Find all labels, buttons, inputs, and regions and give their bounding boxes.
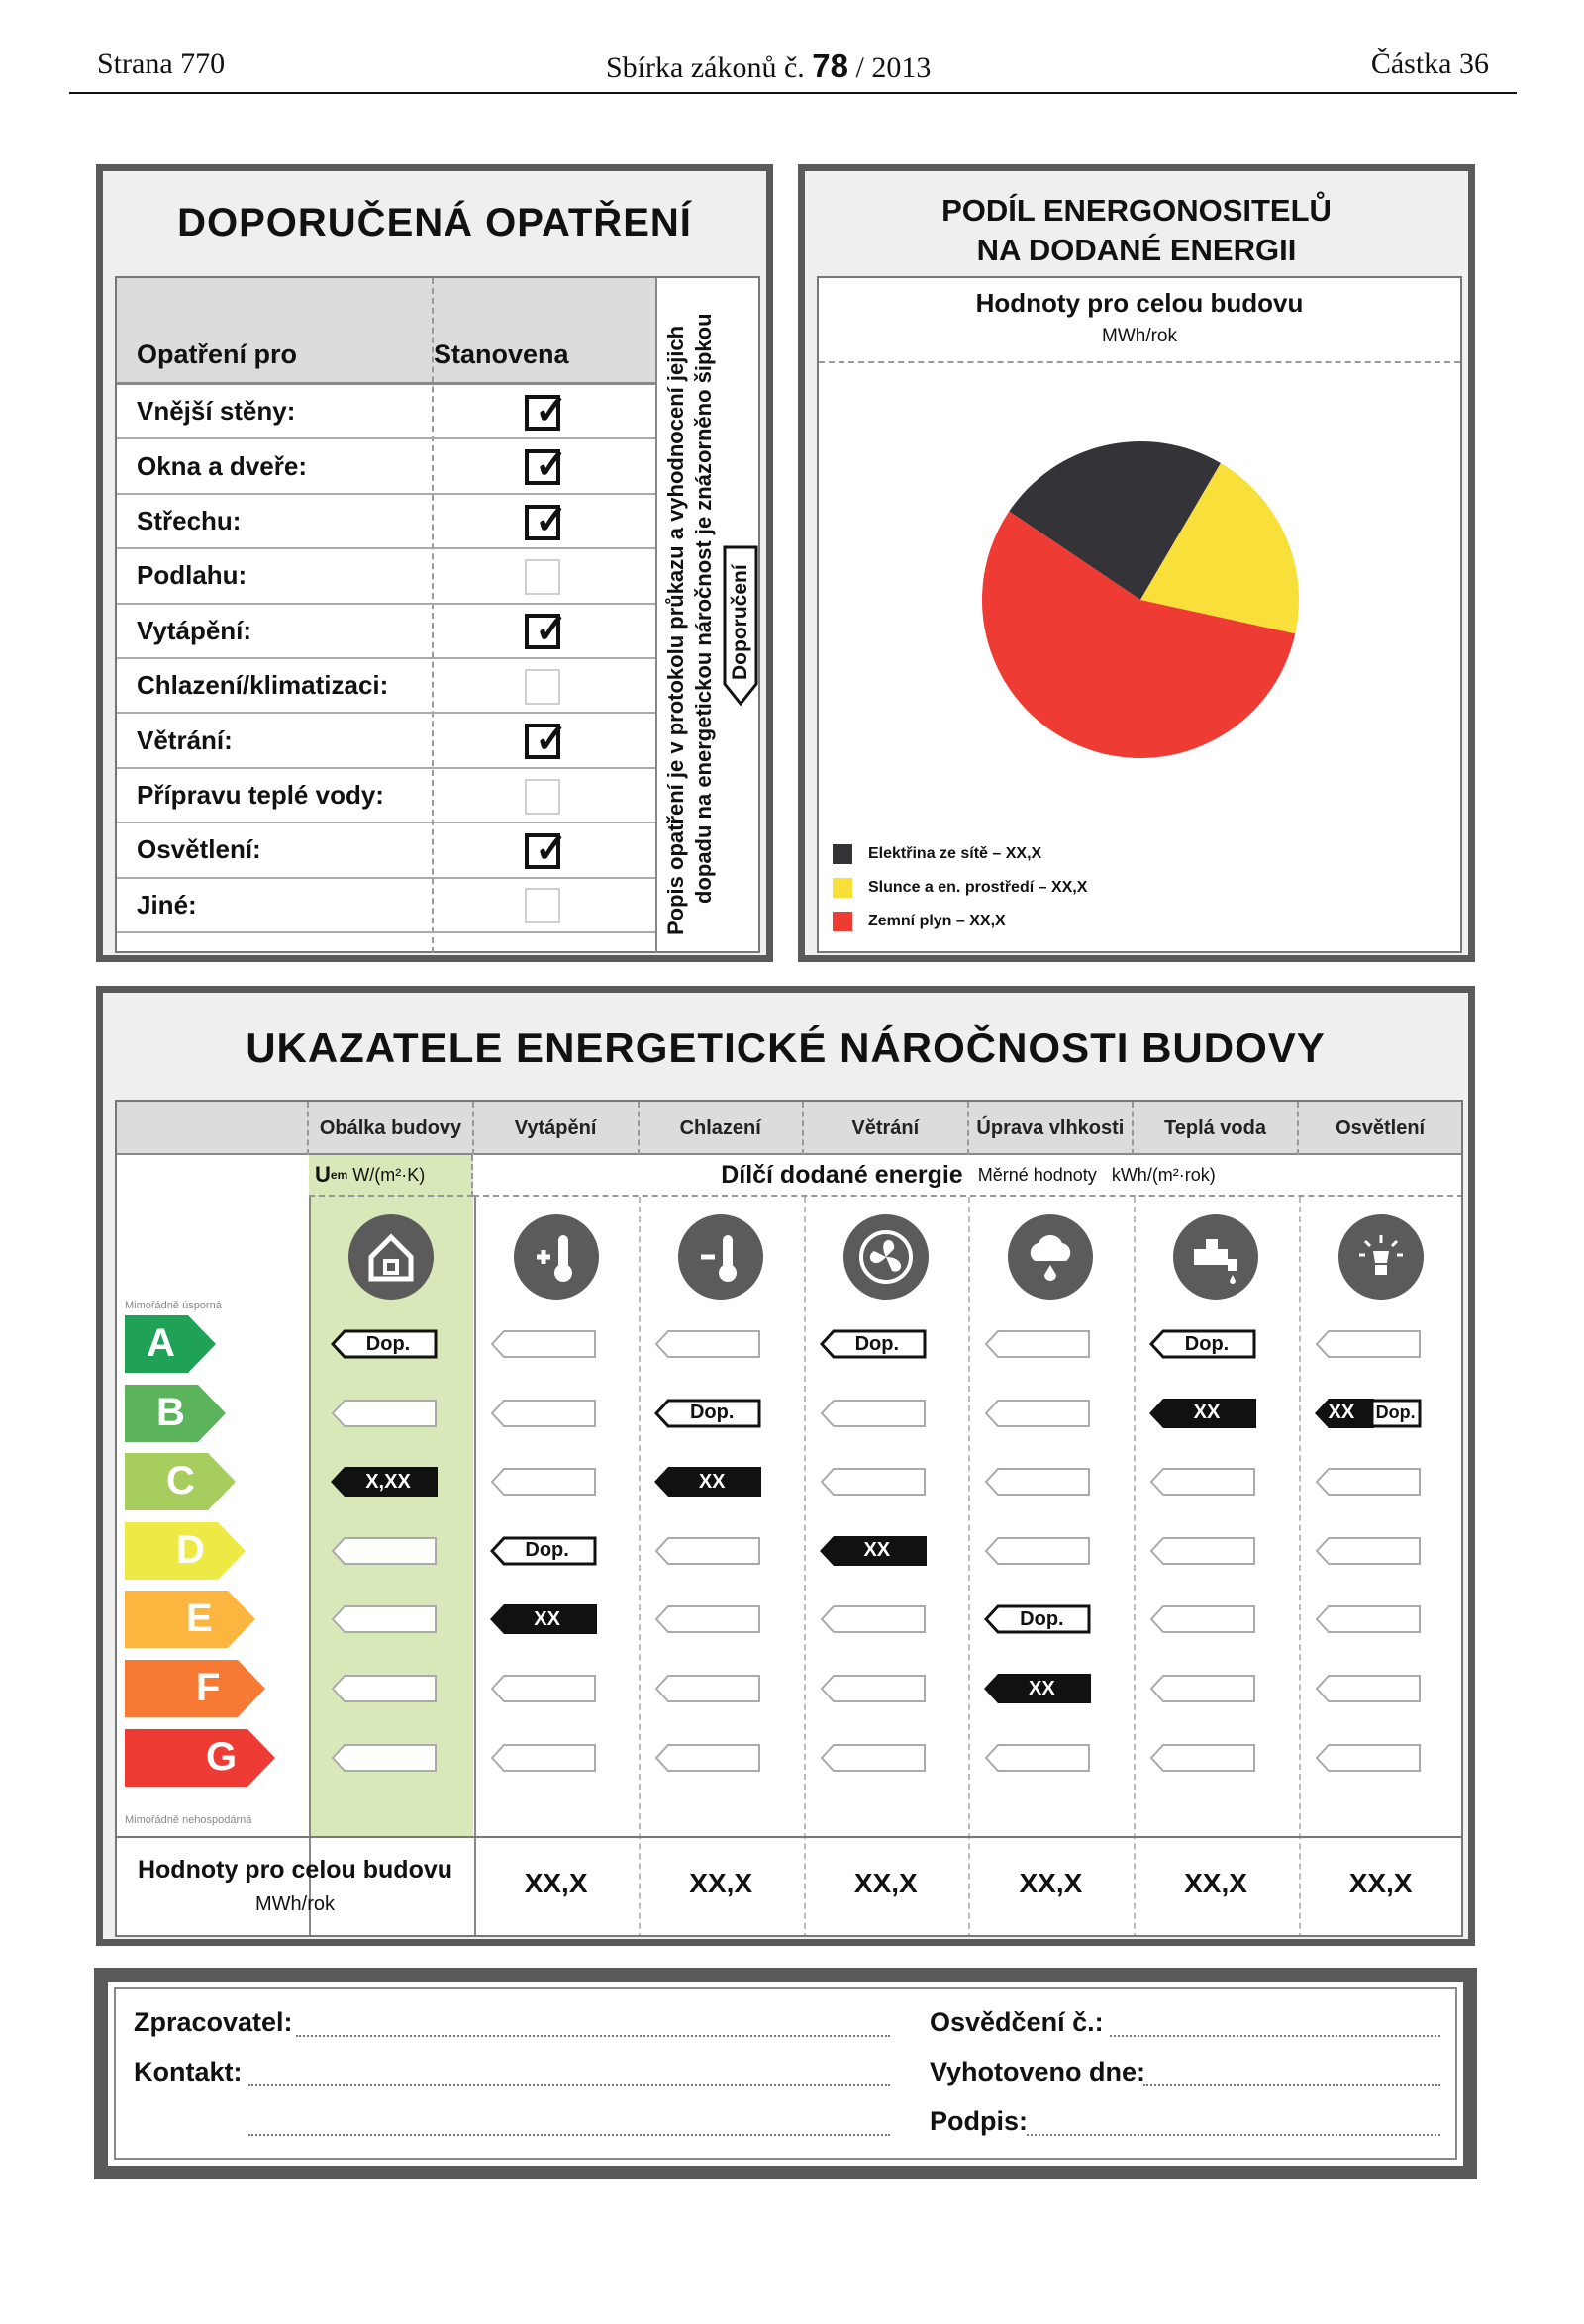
legend-label: Zemní plyn – XX,X — [868, 913, 1006, 929]
empty-indicator-slot — [984, 1467, 1091, 1497]
energy-share-panel — [798, 164, 1475, 962]
part-number: Částka 36 — [1370, 48, 1489, 80]
measure-checkbox[interactable] — [525, 718, 568, 762]
column-divider — [639, 1197, 641, 1937]
col-established: Stanovena — [434, 339, 569, 369]
colhead: Vytápění — [474, 1102, 640, 1155]
energy-class-a — [125, 1315, 216, 1373]
column-divider — [1299, 1197, 1301, 1937]
energy-class-letter: A — [147, 1321, 175, 1365]
empty-indicator-slot — [1149, 1536, 1256, 1566]
measure-row — [117, 549, 655, 604]
total-value: XX,X — [1348, 1868, 1413, 1898]
measure-row — [117, 823, 655, 878]
measure-row — [117, 714, 655, 768]
measures-note-line-1: Popis opatření je v protokolu průkazu a vyhodnocení jejich — [663, 325, 688, 935]
empty-indicator-slot — [331, 1604, 438, 1634]
recommended-indicator — [654, 1399, 761, 1428]
check-icon: ✓ — [535, 443, 568, 488]
indicator-value: X,XX — [365, 1470, 411, 1493]
energy-class-letter: B — [156, 1390, 185, 1434]
house-icon — [348, 1214, 434, 1300]
empty-indicator-slot — [654, 1604, 761, 1634]
empty-indicator-slot — [984, 1536, 1091, 1566]
indicator-value: Dop. — [525, 1539, 569, 1562]
empty-indicator-slot — [490, 1329, 597, 1359]
signature-label: Podpis: — [930, 2106, 1028, 2136]
column-divider — [968, 1197, 970, 1937]
issued-label: Vyhotoveno dne: — [930, 2057, 1146, 2086]
measure-label: Vytápění: — [137, 615, 252, 645]
measure-checkbox[interactable] — [525, 498, 568, 542]
legend-label: Slunce a en. prostředí – XX,X — [868, 879, 1088, 896]
current-indicator — [331, 1467, 438, 1497]
scale-bottom-label: Mimořádně nehospodárná — [125, 1814, 252, 1826]
measure-label: Vnější stěny: — [137, 396, 296, 427]
empty-indicator-slot — [1149, 1467, 1256, 1497]
empty-indicator-slot — [490, 1399, 597, 1428]
total-value: XX,X — [689, 1868, 753, 1898]
contact-label: Kontakt: — [134, 2057, 243, 2086]
measure-checkbox[interactable] — [525, 388, 568, 433]
measure-label: Okna a dveře: — [137, 450, 307, 481]
measure-label: Chlazení/klimatizaci: — [137, 670, 389, 701]
energy-class-f — [125, 1660, 265, 1717]
energy-class-c — [125, 1453, 236, 1510]
contact-field[interactable] — [248, 2084, 890, 2086]
energy-class-letter: G — [206, 1734, 238, 1779]
total-value: XX,X — [524, 1868, 588, 1898]
recommended-indicator — [490, 1536, 597, 1566]
legend-swatch — [833, 912, 852, 931]
empty-indicator-slot — [1315, 1743, 1422, 1773]
empty-indicator-slot — [1149, 1743, 1256, 1773]
col-measure-for: Opatření pro — [137, 339, 298, 369]
empty-indicator-slot — [984, 1743, 1091, 1773]
indicator-value: Dop. — [1184, 1332, 1230, 1355]
empty-indicator-slot — [490, 1743, 597, 1773]
indicators-table — [115, 1100, 1463, 1937]
certificate-field[interactable] — [1110, 2035, 1440, 2037]
energy-class-letter: D — [176, 1527, 205, 1572]
note-divider — [655, 278, 657, 953]
measure-row — [117, 605, 655, 659]
thermometer-plus-icon — [514, 1214, 599, 1300]
processor-label: Zpracovatel: — [134, 2007, 293, 2037]
colhead: Chlazení — [639, 1102, 804, 1155]
totals-unit: MWh/rok — [255, 1893, 335, 1915]
check-icon: ✓ — [535, 498, 568, 542]
indicator-value: XX — [1029, 1677, 1055, 1699]
indicator-value: Dop. — [1020, 1607, 1064, 1630]
check-icon: ✓ — [535, 388, 568, 433]
contact-field-2[interactable] — [248, 2134, 890, 2136]
empty-indicator-slot — [331, 1743, 438, 1773]
colhead: Obálka budovy — [309, 1102, 474, 1155]
empty-indicator-slot — [1315, 1536, 1422, 1566]
legend-swatch — [833, 844, 852, 864]
recommendation-arrow-label: Doporučení — [729, 564, 751, 680]
check-icon: ✓ — [535, 718, 568, 762]
empty-indicator-slot — [1149, 1674, 1256, 1703]
colhead: Úprava vlhkosti — [968, 1102, 1134, 1155]
empty-indicator-slot — [984, 1399, 1091, 1428]
legend-label: Elektřina ze sítě – XX,X — [868, 845, 1042, 862]
empty-indicator-slot — [820, 1467, 927, 1497]
current-indicator — [654, 1467, 761, 1497]
current-indicator — [820, 1536, 927, 1566]
measure-row — [117, 659, 655, 714]
measure-label: Podlahu: — [137, 560, 248, 591]
column-divider — [309, 1197, 311, 1937]
energy-class-g — [125, 1729, 275, 1787]
measure-row — [117, 439, 655, 494]
energy-class-letter: F — [196, 1666, 221, 1709]
current-indicator — [1149, 1399, 1256, 1428]
signature-field[interactable] — [1027, 2134, 1440, 2136]
share-title: PODÍL ENERGONOSITELŮ NA DODANÉ ENERGII — [941, 193, 1332, 267]
measure-checkbox[interactable] — [525, 669, 560, 705]
legend-swatch — [833, 878, 852, 898]
share-chart-box — [817, 276, 1462, 953]
legend-item — [833, 912, 1006, 931]
share-unit: MWh/rok — [1102, 326, 1177, 346]
indicator-value: XX — [534, 1607, 560, 1630]
check-icon: ✓ — [535, 826, 568, 871]
indicator-value: XX — [863, 1539, 891, 1562]
uem-label: U em W/(m²·K) — [309, 1155, 473, 1197]
total-value: XX,X — [1184, 1868, 1247, 1898]
measure-row — [117, 879, 655, 933]
humidity-icon — [1008, 1214, 1093, 1300]
measure-checkbox[interactable] — [525, 779, 560, 815]
measure-label: Větrání: — [137, 725, 233, 755]
current-indicator — [490, 1604, 597, 1634]
colhead: Teplá voda — [1134, 1102, 1299, 1155]
empty-indicator-slot — [490, 1674, 597, 1703]
empty-indicator-slot — [654, 1329, 761, 1359]
processor-field[interactable] — [296, 2035, 890, 2037]
pie-chart — [977, 436, 1304, 763]
measure-label: Přípravu teplé vody: — [137, 779, 384, 810]
energy-class-letter: E — [186, 1597, 213, 1641]
empty-indicator-slot — [654, 1674, 761, 1703]
energy-class-d — [125, 1522, 246, 1580]
certificate-label: Osvědčení č.: — [930, 2007, 1104, 2037]
indicator-value: XX — [698, 1470, 726, 1493]
empty-indicator-slot — [654, 1743, 761, 1773]
indicator-value: Dop. — [854, 1332, 900, 1355]
header-rule — [69, 92, 1517, 94]
measure-checkbox[interactable] — [525, 443, 568, 488]
measure-label: Jiné: — [137, 889, 197, 920]
current-value: XX — [1328, 1401, 1355, 1423]
measures-table — [115, 276, 760, 953]
empty-indicator-slot — [820, 1674, 927, 1703]
energy-class-b — [125, 1385, 226, 1442]
share-divider — [819, 361, 1460, 363]
page-number: Strana 770 — [97, 48, 226, 80]
colhead: Osvětlení — [1299, 1102, 1463, 1155]
colhead-blank — [117, 1102, 309, 1155]
empty-indicator-slot — [1149, 1604, 1256, 1634]
empty-indicator-slot — [820, 1743, 927, 1773]
empty-indicator-slot — [1315, 1674, 1422, 1703]
empty-indicator-slot — [1315, 1467, 1422, 1497]
measure-checkbox[interactable] — [525, 826, 568, 871]
measure-checkbox[interactable] — [525, 888, 560, 923]
empty-indicator-slot — [820, 1399, 927, 1428]
empty-indicator-slot — [820, 1604, 927, 1634]
recommended-measures-panel — [96, 164, 773, 962]
recommended-indicator — [331, 1329, 438, 1359]
empty-indicator-slot — [331, 1399, 438, 1428]
colhead: Větrání — [804, 1102, 969, 1155]
empty-indicator-slot — [331, 1536, 438, 1566]
scale-top-label: Mimořádně úsporná — [125, 1300, 222, 1311]
partial-energy-label: Dílčí dodané energie Měrné hodnoty kWh/(m²·rok) — [473, 1155, 1463, 1197]
measures-note-line-2: dopadu na energetickou náročnost je znázorněno šipkou — [691, 313, 716, 904]
total-value: XX,X — [1019, 1868, 1083, 1898]
empty-indicator-slot — [1315, 1329, 1422, 1359]
measure-checkbox[interactable] — [525, 559, 560, 595]
fan-icon — [843, 1214, 929, 1300]
indicator-value: Dop. — [365, 1332, 411, 1355]
thermometer-minus-icon — [678, 1214, 763, 1300]
measure-row — [117, 769, 655, 823]
current-indicator — [984, 1674, 1091, 1703]
measures-title: DOPORUČENÁ OPATŘENÍ — [177, 201, 692, 244]
column-divider — [1134, 1197, 1136, 1937]
measure-row — [117, 495, 655, 549]
recommended-label: Dop. — [1375, 1402, 1416, 1422]
indicators-title: UKAZATELE ENERGETICKÉ NÁROČNOSTI BUDOVY — [246, 1024, 1326, 1071]
total-value: XX,X — [853, 1868, 918, 1898]
current-and-recommended-indicator — [1315, 1399, 1422, 1428]
measure-row — [117, 385, 655, 439]
recommended-indicator — [820, 1329, 927, 1359]
light-bulb-icon — [1338, 1214, 1424, 1300]
indicator-value: Dop. — [689, 1402, 735, 1424]
collection-title: Sbírka zákonů č. 78 / 2013 — [606, 48, 932, 84]
column-divider — [474, 1197, 476, 1937]
recommended-indicator — [1149, 1329, 1256, 1359]
totals-label: Hodnoty pro celou budovu — [137, 1856, 453, 1884]
recommended-indicator — [984, 1604, 1091, 1634]
check-icon: ✓ — [535, 608, 568, 652]
measure-label: Střechu: — [137, 505, 242, 535]
empty-indicator-slot — [331, 1674, 438, 1703]
signature-panel — [96, 1970, 1475, 2178]
issued-field[interactable] — [1143, 2084, 1440, 2086]
measure-label: Osvětlení: — [137, 834, 261, 865]
share-subtitle: Hodnoty pro celou budovu — [975, 288, 1304, 318]
measure-checkbox[interactable] — [525, 608, 568, 652]
energy-class-e — [125, 1591, 255, 1648]
indicators-panel — [96, 986, 1475, 1946]
empty-indicator-slot — [1315, 1604, 1422, 1634]
empty-indicator-slot — [654, 1536, 761, 1566]
legend-item — [833, 844, 1041, 864]
faucet-icon — [1173, 1214, 1258, 1300]
indicator-value: XX — [1193, 1402, 1221, 1424]
empty-indicator-slot — [984, 1329, 1091, 1359]
legend-item — [833, 878, 1087, 898]
energy-class-letter: C — [166, 1459, 195, 1503]
totals-row-divider — [117, 1836, 1463, 1838]
column-divider — [804, 1197, 806, 1937]
empty-indicator-slot — [490, 1467, 597, 1497]
